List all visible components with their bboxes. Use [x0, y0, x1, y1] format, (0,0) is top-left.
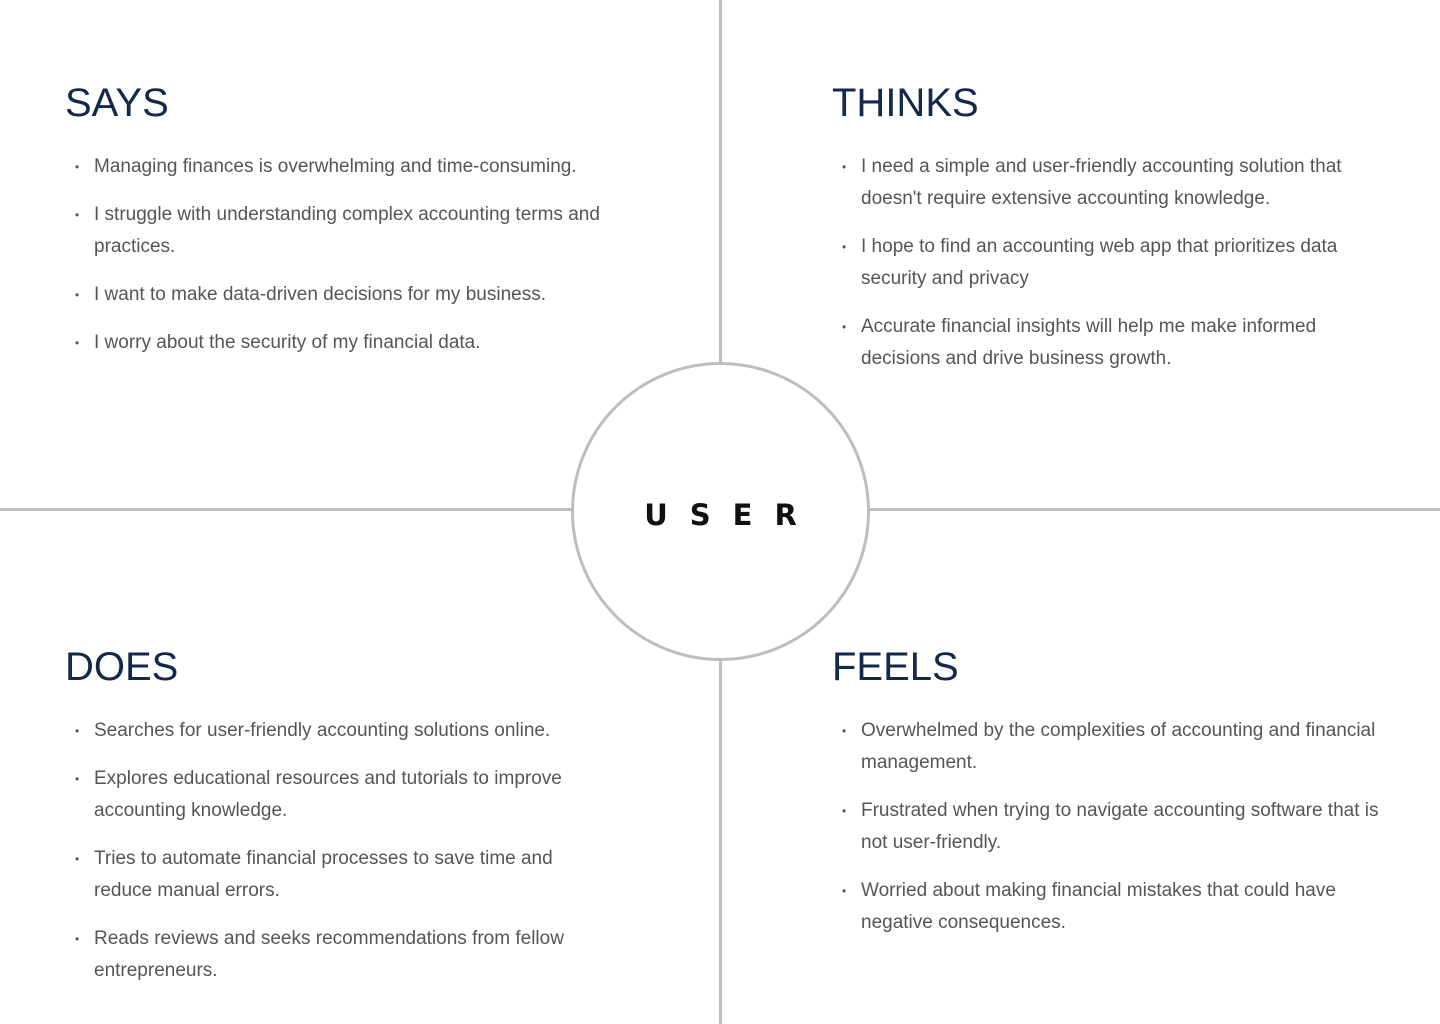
does-list: [65, 715, 625, 987]
does-title: DOES: [65, 645, 179, 689]
feels-list: [832, 715, 1392, 939]
feels-quadrant: [832, 644, 1392, 955]
says-list: [65, 151, 625, 359]
says-quadrant: [65, 80, 625, 375]
does-item: • Searches for user-friendly accounting solutions online.: [65, 715, 614, 747]
thinks-title: THINKS: [832, 81, 979, 125]
thinks-item: • I hope to find an accounting web app that prioritizes data security and privacy: [832, 231, 1381, 295]
feels-title: FEELS: [832, 645, 959, 689]
thinks-item: • Accurate financial insights will help me make informed decisions and drive business growth.: [832, 311, 1381, 375]
does-item: • Explores educational resources and tutorials to improve accounting knowledge.: [65, 763, 614, 827]
feels-item: • Overwhelmed by the complexities of accounting and financial management.: [832, 715, 1381, 779]
thinks-quadrant: [832, 80, 1392, 391]
says-item: • I want to make data-driven decisions for my business.: [65, 279, 614, 311]
does-quadrant: [65, 644, 625, 1003]
says-item: • I worry about the security of my financial data.: [65, 327, 614, 359]
thinks-list: [832, 151, 1392, 375]
says-item: • I struggle with understanding complex accounting terms and practices.: [65, 199, 614, 263]
feels-item: • Frustrated when trying to navigate accounting software that is not user-friendly.: [832, 795, 1381, 859]
does-item: • Tries to automate financial processes to save time and reduce manual errors.: [65, 843, 614, 907]
user-label: USER: [644, 497, 819, 532]
does-item: • Reads reviews and seeks recommendations from fellow entrepreneurs.: [65, 923, 614, 987]
says-title: SAYS: [65, 81, 169, 125]
says-item: • Managing finances is overwhelming and time-consuming.: [65, 151, 614, 183]
user-circle: [571, 362, 870, 661]
feels-item: • Worried about making financial mistakes that could have negative consequences.: [832, 875, 1381, 939]
thinks-item: • I need a simple and user-friendly accounting solution that doesn't require extensive accounting knowledge.: [832, 151, 1381, 215]
